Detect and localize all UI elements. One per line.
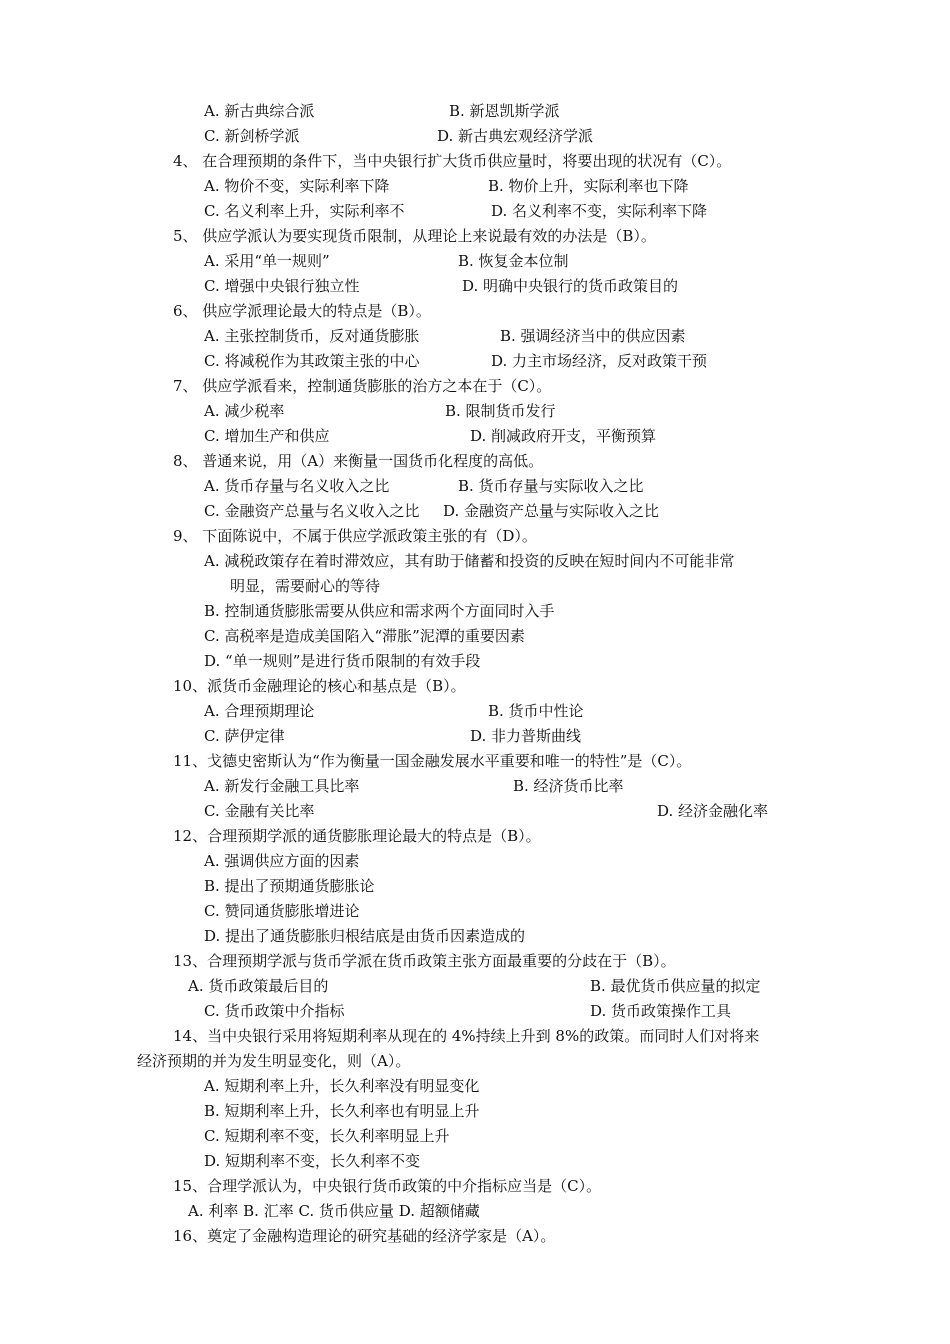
text-line: 4、 在合理预期的条件下，当中央银行扩大货币供应量时，将要出现的状况有（C）。 [173, 152, 732, 170]
text-line: A. 物价不变，实际利率下降 [204, 177, 390, 195]
text-line: 16、奠定了金融构造理论的研究基础的经济学家是（A）。 [173, 1227, 556, 1245]
option-text: B. 最优货币供应量的拟定 [590, 977, 761, 995]
text-line: A. 新发行金融工具比率 [204, 777, 360, 795]
option-text: D. 力主市场经济，反对政策干预 [491, 352, 708, 370]
text-line: 6、 供应学派理论最大的特点是（B）。 [173, 302, 431, 320]
text-line: C. 赞同通货膨胀增进论 [204, 902, 360, 920]
option-text: D. 名义利率不变，实际利率下降 [491, 202, 708, 220]
text-line: A. 主张控制货币，反对通货膨胀 [204, 327, 420, 345]
text-line: 12、合理预期学派的通货膨胀理论最大的特点是（B）。 [173, 827, 541, 845]
text-line: C. 金融有关比率 [204, 802, 315, 820]
text-line: D. “单一规则”是进行货币限制的有效手段 [204, 652, 481, 670]
text-line: 8、 普通来说，用（A）来衡量一国货币化程度的高低。 [173, 452, 544, 470]
text-line: 10、派货币金融理论的核心和基点是（B）。 [173, 677, 466, 695]
text-line: C. 新剑桥学派 [204, 127, 300, 145]
text-line: 7、 供应学派看来，控制通货膨胀的治方之本在于（C）。 [173, 377, 552, 395]
text-line: B. 短期利率上升，长久利率也有明显上升 [204, 1102, 480, 1120]
text-line: A. 短期利率上升，长久利率没有明显变化 [204, 1077, 480, 1095]
text-line: 15、合理学派认为，中央银行货币政策的中介指标应当是（C）。 [173, 1177, 602, 1195]
text-line: A. 货币政策最后目的 [188, 977, 329, 995]
option-text: D. 削减政府开支，平衡预算 [470, 427, 657, 445]
text-line: 经济预期的并为发生明显变化，则（A）。 [137, 1052, 411, 1070]
text-line: C. 货币政策中介指标 [204, 1002, 345, 1020]
text-line: B. 控制通货膨胀需要从供应和需求两个方面同时入手 [204, 602, 555, 620]
text-line: C. 短期利率不变，长久利率明显上升 [204, 1127, 450, 1145]
option-text: D. 新古典宏观经济学派 [437, 127, 594, 145]
text-line: A. 减税政策存在着时滞效应，其有助于储蓄和投资的反映在短时间内不可能非常 [204, 552, 735, 570]
text-line: 14、当中央银行采用将短期利率从现在的 4%持续上升到 8%的政策。而同时人们对将来 [173, 1027, 760, 1045]
option-text: B. 强调经济当中的供应因素 [500, 327, 686, 345]
option-text: D. 明确中央银行的货币政策目的 [462, 277, 679, 295]
option-text: B. 限制货币发行 [445, 402, 556, 420]
text-line: A. 减少税率 [204, 402, 285, 420]
option-text: B. 货币存量与实际收入之比 [458, 477, 644, 495]
text-line: 5、 供应学派认为要实现货币限制，从理论上来说最有效的办法是（B）。 [173, 227, 656, 245]
text-line: A. 合理预期理论 [204, 702, 315, 720]
text-line: 13、合理预期学派与货币学派在货币政策主张方面最重要的分歧在于（B）。 [173, 952, 676, 970]
text-line: 明显，需要耐心的等待 [230, 577, 381, 595]
option-text: B. 货币中性论 [488, 702, 584, 720]
text-line: 11、戈德史密斯认为“作为衡量一国金融发展水平重要和唯一的特性”是（C）。 [173, 752, 692, 770]
text-line: C. 增加生产和供应 [204, 427, 330, 445]
text-line: C. 金融资产总量与名义收入之比 [204, 502, 420, 520]
text-line: D. 短期利率不变，长久利率不变 [204, 1152, 421, 1170]
text-line: C. 萨伊定律 [204, 727, 285, 745]
text-line: C. 将减税作为其政策主张的中心 [204, 352, 420, 370]
option-text: B. 新恩凯斯学派 [449, 102, 560, 120]
text-line: A. 采用“单一规则” [204, 252, 330, 270]
text-line: 9、 下面陈说中，不属于供应学派政策主张的有（D）。 [173, 527, 537, 545]
option-text: D. 经济金融化率 [657, 802, 769, 820]
text-line: B. 提出了预期通货膨胀论 [204, 877, 375, 895]
option-text: B. 恢复金本位制 [458, 252, 569, 270]
text-line: A. 货币存量与名义收入之比 [204, 477, 390, 495]
option-text: D. 非力普斯曲线 [470, 727, 582, 745]
option-text: D. 货币政策操作工具 [590, 1002, 732, 1020]
text-line: A. 利率 B. 汇率 C. 货币供应量 D. 超额储藏 [188, 1202, 480, 1220]
text-line: C. 名义利率上升，实际利率不 [204, 202, 405, 220]
option-text: D. 金融资产总量与实际收入之比 [443, 502, 660, 520]
text-line: C. 增强中央银行独立性 [204, 277, 360, 295]
text-line: A. 新古典综合派 [204, 102, 315, 120]
text-line: A. 强调供应方面的因素 [204, 852, 360, 870]
text-line: D. 提出了通货膨胀归根结底是由货币因素造成的 [204, 927, 526, 945]
option-text: B. 经济货币比率 [513, 777, 624, 795]
option-text: B. 物价上升，实际利率也下降 [488, 177, 689, 195]
text-line: C. 高税率是造成美国陷入“滞胀”泥潭的重要因素 [204, 627, 525, 645]
